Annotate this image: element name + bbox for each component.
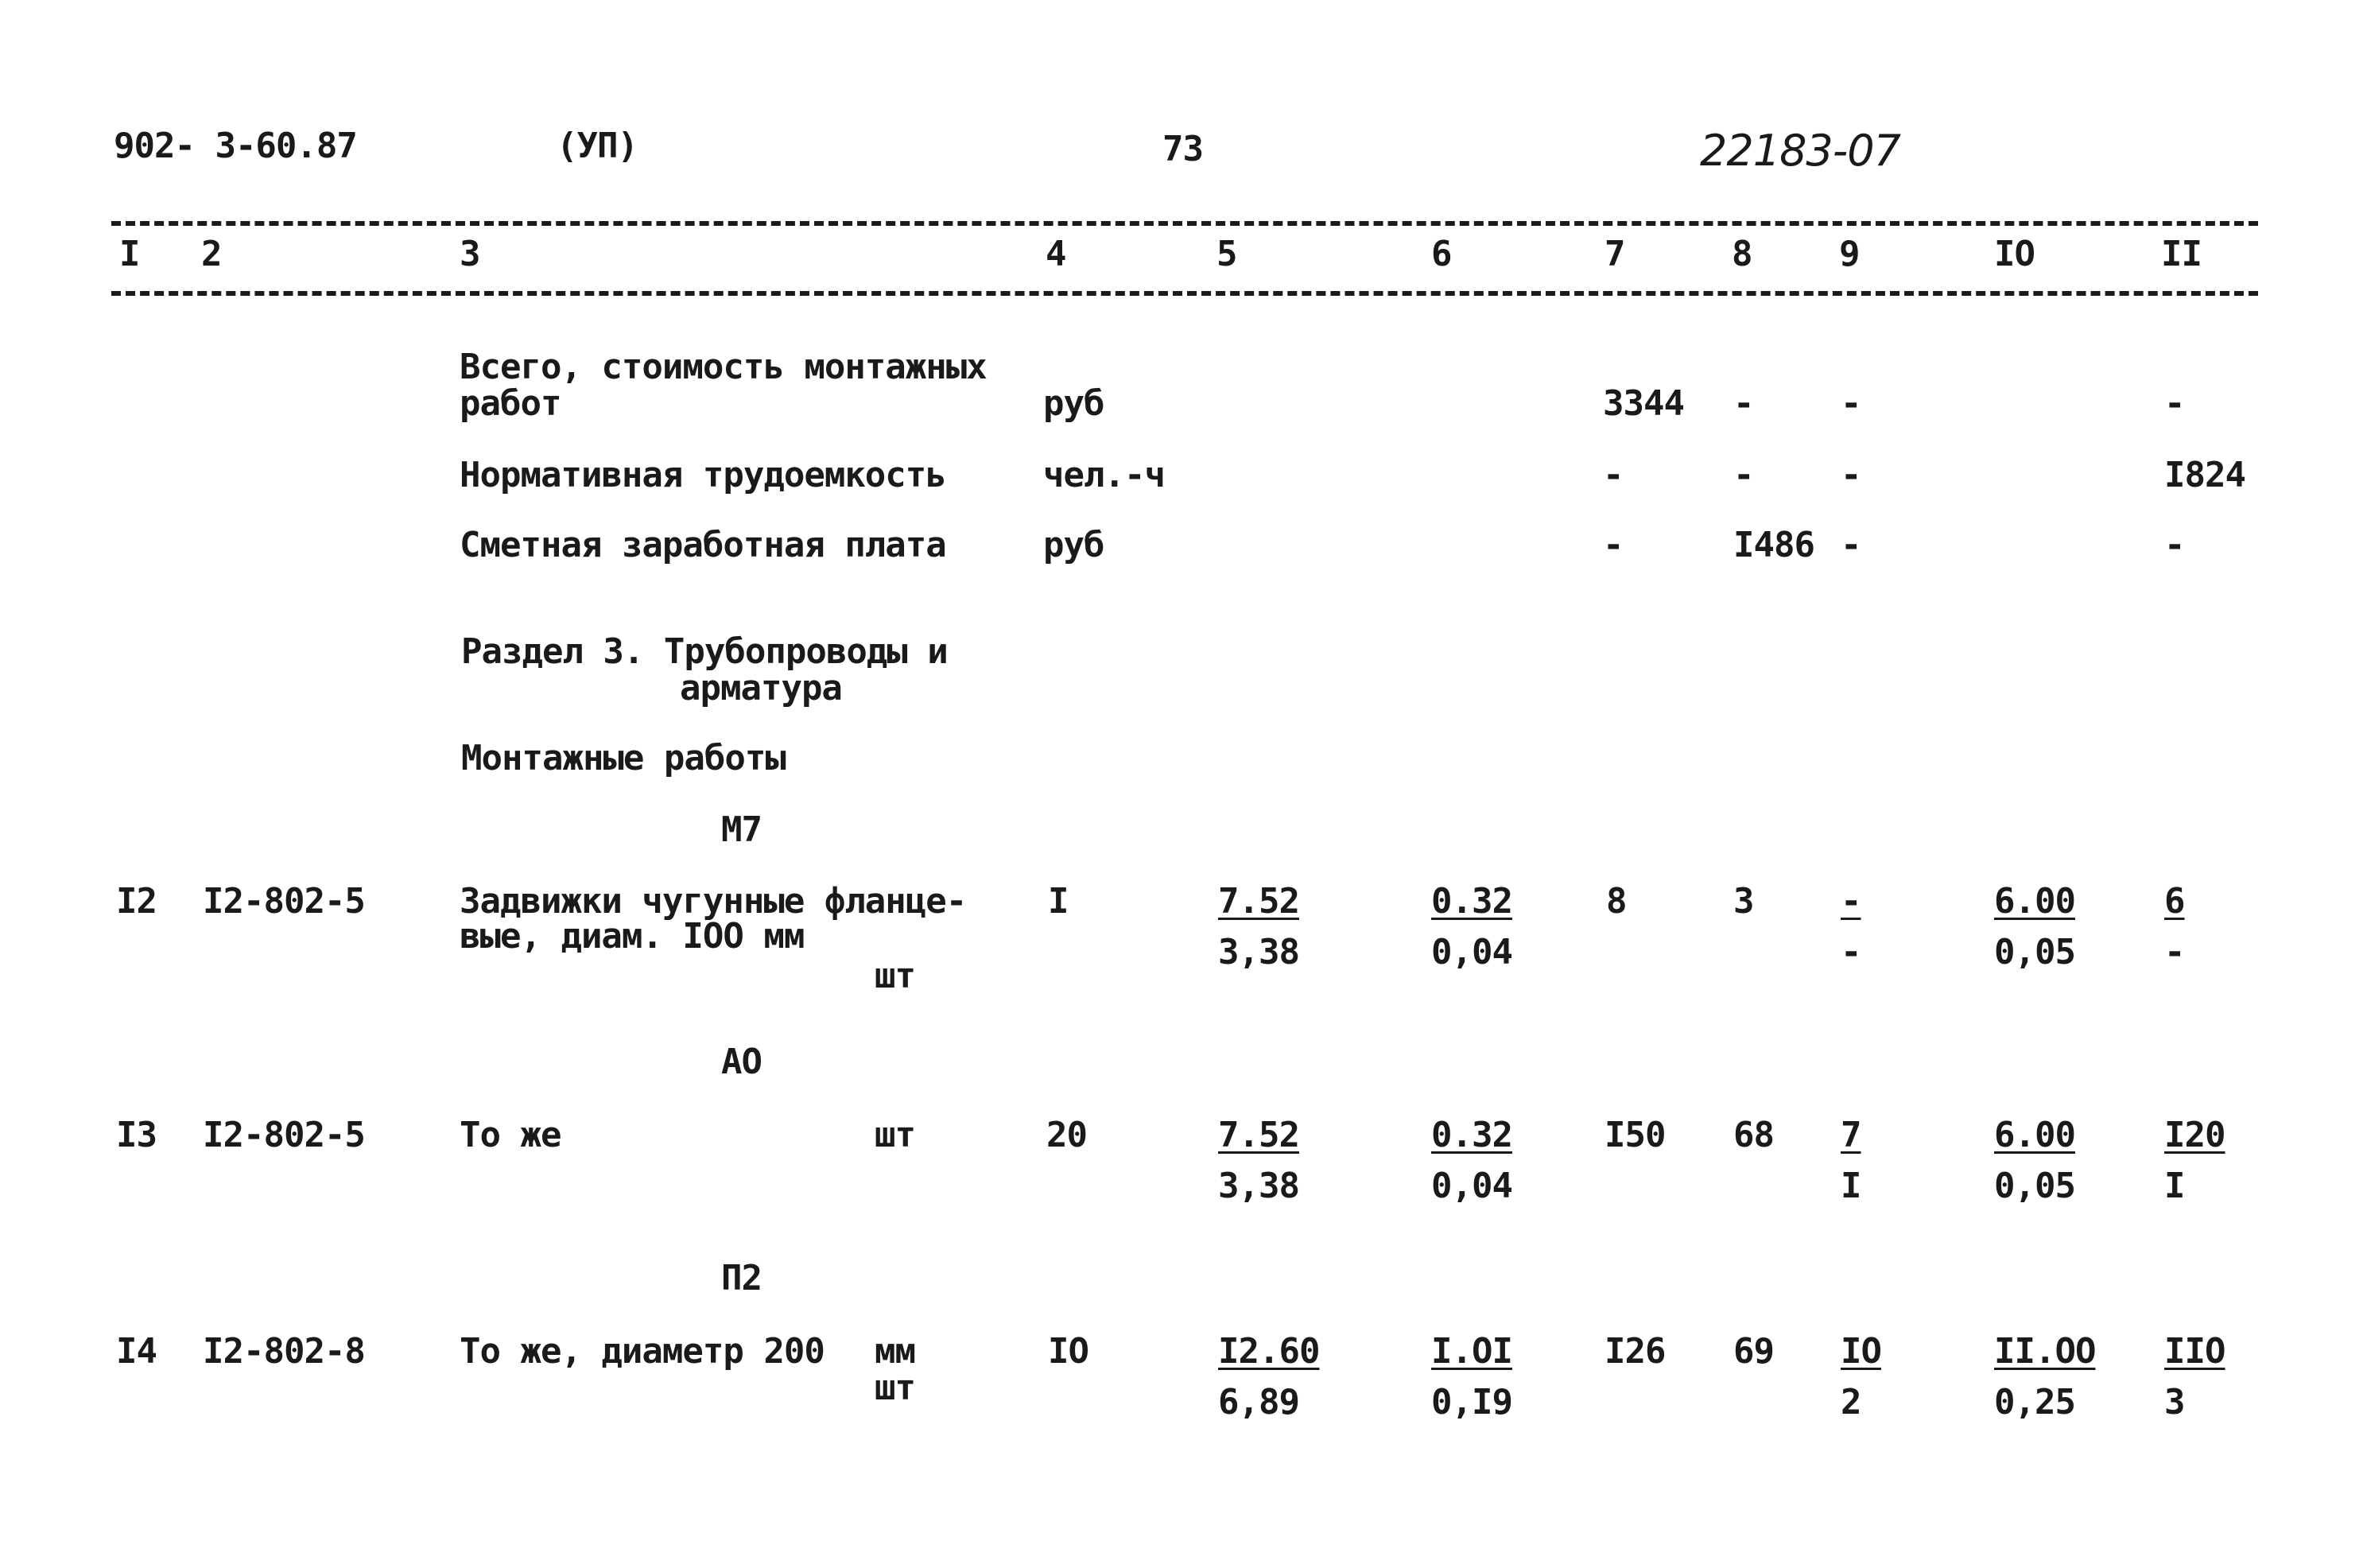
- total-cost-label-line1: Всего, стоимость монтажных: [460, 347, 987, 387]
- section-subtitle: Монтажные работы: [461, 738, 786, 778]
- row-num: I2: [116, 881, 157, 922]
- row-c11-bottom: I: [2164, 1166, 2185, 1206]
- row-c5-bottom: 6,89: [1218, 1382, 1299, 1422]
- labor-c7: -: [1603, 455, 1624, 495]
- wages-c7: -: [1603, 525, 1624, 565]
- row-c9-top: 7: [1841, 1115, 1861, 1155]
- total-cost-c9: -: [1841, 383, 1861, 424]
- labor-c8: -: [1733, 455, 1754, 495]
- row-code: I2-802-5: [203, 881, 365, 922]
- col-header-5: 5: [1216, 234, 1237, 274]
- row-c11-top: IIO: [2164, 1331, 2225, 1372]
- row-qty: I: [1048, 881, 1069, 922]
- total-cost-c11: -: [2164, 383, 2185, 424]
- doc-code: 902- 3-60.87: [114, 126, 357, 166]
- labor-unit: чел.-ч: [1043, 455, 1165, 495]
- col-header-8: 8: [1732, 234, 1752, 274]
- row-c9-top: IO: [1841, 1331, 1881, 1372]
- row-c7: 8: [1606, 881, 1627, 922]
- row-name-line2: вые, диам. IOO мм: [460, 916, 805, 957]
- row-code: I2-802-5: [203, 1115, 365, 1155]
- row-c6-bottom: 0,I9: [1431, 1382, 1512, 1422]
- row-c6-top: I.OI: [1431, 1331, 1512, 1372]
- row-code: I2-802-8: [203, 1331, 365, 1372]
- col-header-1: I: [119, 234, 140, 274]
- row-name-line1: Задвижки чугунные фланце-: [460, 881, 967, 922]
- row-c6-bottom: 0,04: [1431, 932, 1512, 972]
- section-title-line1: Раздел 3. Трубопроводы и: [461, 631, 948, 672]
- row-c9-bottom: I: [1841, 1166, 1861, 1206]
- row-c10-top: 6.00: [1994, 881, 2075, 922]
- wages-c9: -: [1841, 525, 1861, 565]
- group-marker: АО: [721, 1042, 762, 1082]
- row-c11-top: 6: [2164, 881, 2185, 922]
- col-header-10: IO: [1994, 234, 2035, 274]
- row-c11-bottom: 3: [2164, 1382, 2185, 1422]
- header-rule-top: [111, 221, 2258, 226]
- row-unit: шт: [875, 1368, 915, 1408]
- col-header-11: II: [2161, 234, 2202, 274]
- row-num: I4: [116, 1331, 157, 1372]
- row-c10-top: II.OO: [1994, 1331, 2096, 1372]
- labor-c11: I824: [2164, 455, 2245, 495]
- labor-c9: -: [1841, 455, 1861, 495]
- row-unit: шт: [875, 1115, 915, 1155]
- row-c10-bottom: 0,05: [1994, 932, 2075, 972]
- row-c9-bottom: 2: [1841, 1382, 1861, 1422]
- row-c5-bottom: 3,38: [1218, 932, 1299, 972]
- header-rule-bottom: [111, 291, 2258, 296]
- total-cost-label-line2: работ: [460, 383, 561, 424]
- row-c7: I50: [1605, 1115, 1666, 1155]
- row-c5-top: 7.52: [1218, 1115, 1299, 1155]
- row-c10-bottom: 0,25: [1994, 1382, 2075, 1422]
- row-unit: шт: [875, 956, 915, 996]
- wages-unit: руб: [1043, 525, 1104, 565]
- row-c10-top: 6.00: [1994, 1115, 2075, 1155]
- row-c5-top: 7.52: [1218, 881, 1299, 922]
- row-c6-bottom: 0,04: [1431, 1166, 1512, 1206]
- group-marker: М7: [721, 809, 762, 850]
- row-c9-bottom: -: [1841, 932, 1861, 972]
- row-c9-top: -: [1841, 881, 1861, 922]
- row-c8: 3: [1733, 881, 1754, 922]
- row-c6-top: 0.32: [1431, 1115, 1512, 1155]
- col-header-3: 3: [460, 234, 480, 274]
- row-name-line1: То же, диаметр 200: [460, 1331, 825, 1372]
- wages-c11: -: [2164, 525, 2185, 565]
- row-qty: 20: [1046, 1115, 1087, 1155]
- row-c5-bottom: 3,38: [1218, 1166, 1299, 1206]
- doc-mark: (УП): [557, 126, 638, 166]
- total-cost-c7: 3344: [1603, 383, 1684, 424]
- row-c8: 68: [1733, 1115, 1774, 1155]
- wages-label: Сметная заработная плата: [460, 525, 946, 565]
- group-marker: П2: [721, 1258, 762, 1298]
- row-qty: IO: [1048, 1331, 1088, 1372]
- row-c11-top: I20: [2164, 1115, 2225, 1155]
- row-name-line1: То же: [460, 1115, 561, 1155]
- row-c5-top: I2.60: [1218, 1331, 1320, 1372]
- total-cost-c8: -: [1733, 383, 1754, 424]
- section-title-line2: арматура: [680, 668, 842, 708]
- row-num: I3: [116, 1115, 157, 1155]
- row-c7: I26: [1605, 1331, 1666, 1372]
- col-header-9: 9: [1839, 234, 1860, 274]
- wages-c8: I486: [1733, 525, 1814, 565]
- row-c6-top: 0.32: [1431, 881, 1512, 922]
- row-unit-line1: мм: [875, 1331, 915, 1372]
- row-c11-bottom: -: [2164, 932, 2185, 972]
- page-number: 73: [1162, 129, 1203, 169]
- col-header-7: 7: [1605, 234, 1625, 274]
- total-cost-unit: руб: [1043, 383, 1104, 424]
- col-header-2: 2: [201, 234, 222, 274]
- col-header-4: 4: [1046, 234, 1066, 274]
- labor-label: Нормативная трудоемкость: [460, 455, 946, 495]
- row-c10-bottom: 0,05: [1994, 1166, 2075, 1206]
- sheet-code: 22183-07: [1700, 126, 1900, 176]
- col-header-6: 6: [1431, 234, 1452, 274]
- row-c8: 69: [1733, 1331, 1774, 1372]
